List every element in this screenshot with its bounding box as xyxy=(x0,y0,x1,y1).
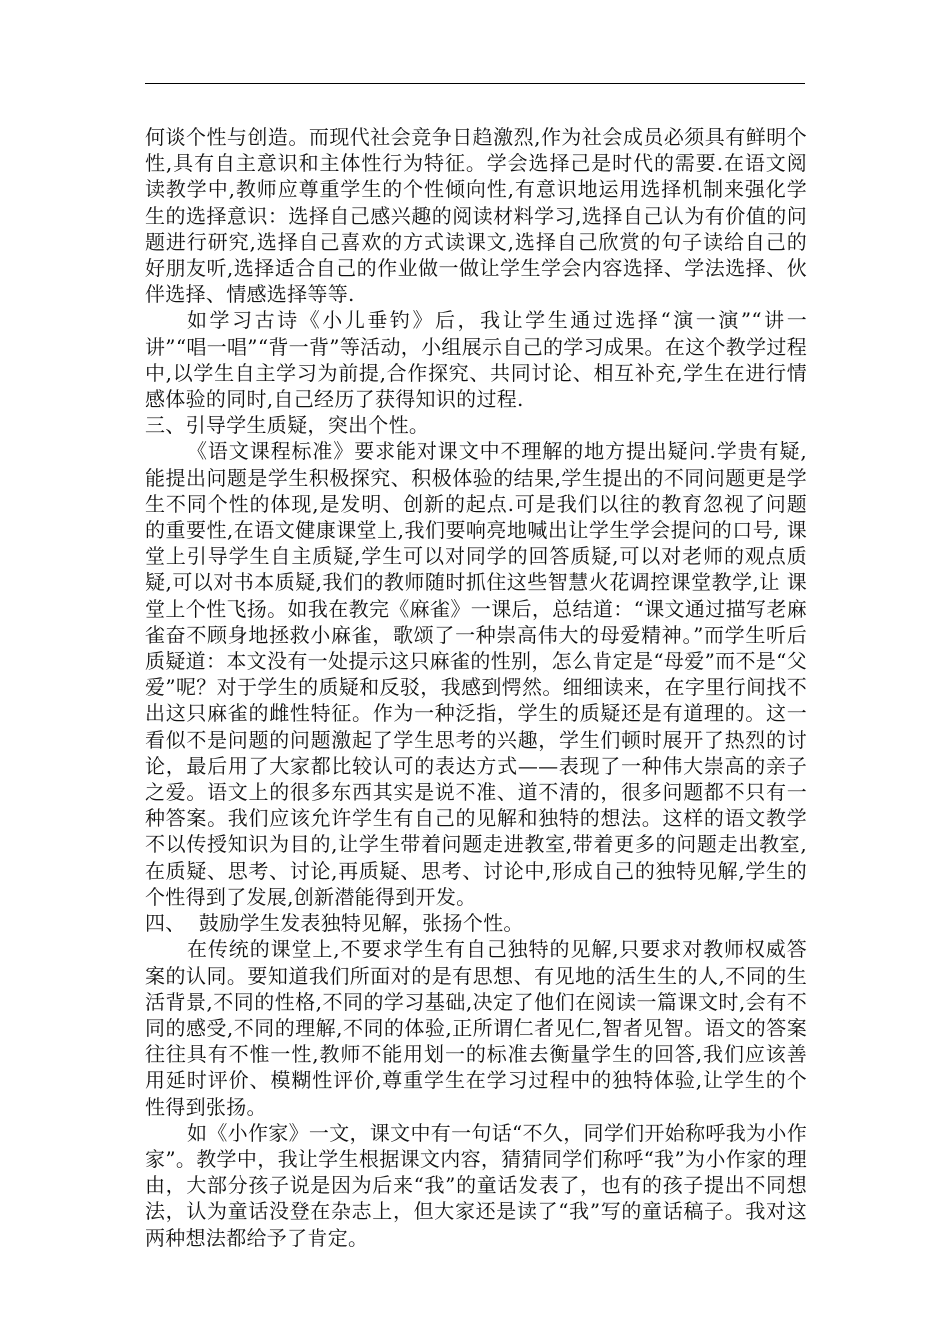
section-heading-3: 三、引导学生质疑，突出个性。 xyxy=(145,413,430,438)
header-rule xyxy=(145,83,805,84)
paragraph-5: 如《小作家》一文，课文中有一句话“不久，同学们开始称呼我为小作家”。教学中，我让学生根据课文内容，猜猜同学们称呼“我”为小作家的理由，大部分孩子说是因为后来“我”的童话发表了，也有的孩子提出不同想法，认为童话没登在杂志上，但大家还是读了“我”写的童话稿子。我对这两种想法都给予了肯定。 xyxy=(145,1120,807,1250)
paragraph-1: 何谈个性与创造。而现代社会竞争日趋激烈,作为社会成员必须具有鲜明个性,具有自主意识和主体性行为特征。学会选择己是时代的需要.在语文阅读教学中,教师应尊重学生的个性倾向性,有意识地运用选择机制来强化学生的选择意识：选择自己感兴趣的阅读材料学习,选择自己认为有价值的问题进行研究,选择自己喜欢的方式读课文,选择自己欣赏的句子读给自己的好朋友听,选择适合自己的作业做一做让学生学会内容选择、学法选择、伙伴选择、情感选择等等. xyxy=(145,125,807,307)
document-body xyxy=(145,124,807,1251)
section-heading-4: 四、 鼓励学生发表独特见解，张扬个性。 xyxy=(145,911,524,936)
paragraph-4: 在传统的课堂上,不要求学生有自己独特的见解,只要求对教师权威答案的认同。要知道我们所面对的是有思想、有见地的活生生的人,不同的生活背景,不同的性格,不同的学习基础,决定了他们在阅读一篇课文时,会有不同的感受,不同的理解,不同的体验,正所谓仁者见仁,智者见智。语文的答案往往具有不惟一性,教师不能用划一的标准去衡量学生的回答,我们应该善用延时评价、模糊性评价,尊重学生在学习过程中的独特体验,让学生的个性得到张扬。 xyxy=(145,937,807,1119)
paragraph-2: 如学习古诗《小儿垂钓》后，我让学生通过选择“演一演”“讲一讲”“唱一唱”“背一背”等活动，小组展示自己的学习成果。在这个教学过程中,以学生自主学习为前提,合作探究、共同讨论、相互补充,学生在进行情感体验的同时,自己经历了获得知识的过程. xyxy=(145,308,807,412)
paragraph-3: 《语文课程标准》要求能对课文中不理解的地方提出疑问.学贵有疑,能提出问题是学生积极探究、积极体验的结果,学生提出的不同问题更是学生不同个性的体现,是发明、创新的起点.可是我们以往的教育忽视了问题的重要性,在语文健康课堂上,我们要响亮地喊出让学生学会提问的口号, 课堂上引导学生自主质疑,学生可以对同学的回答质疑,可以对老师的观点质疑,可以对书本质疑,我们的教师随时抓住这些智慧火花调控课堂教学,让 课堂上个性飞扬。如我在教完《麻雀》一课后，总结道：“课文通过描写老麻雀奋不顾身地拯救小麻雀，歌颂了一种崇高伟大的母爱精神。”而学生听后质疑道：本文没有一处提示这只麻雀的性别，怎么肯定是“母爱”而不是“父爱”呢？对于学生的质疑和反驳，我感到愕然。细细读来，在字里行间找不出这只麻雀的雌性特征。作为一种泛指，学生的质疑还是有道理的。这一看似不是问题的问题激起了学生思考的兴趣，学生们顿时展开了热烈的讨论，最后用了大家都比较认可的表达方式——表现了一种伟大崇高的亲子之爱。语文上的很多东西其实是说不准、道不清的，很多问题都不只有一种答案。我们应该允许学生有自己的见解和独特的想法。这样的语文教学不以传授知识为目的,让学生带着问题走进教室,带着更多的问题走出教室,在质疑、思考、讨论,再质疑、思考、讨论中,形成自己的独特见解,学生的个性得到了发展,创新潜能得到开发。 xyxy=(145,439,807,909)
